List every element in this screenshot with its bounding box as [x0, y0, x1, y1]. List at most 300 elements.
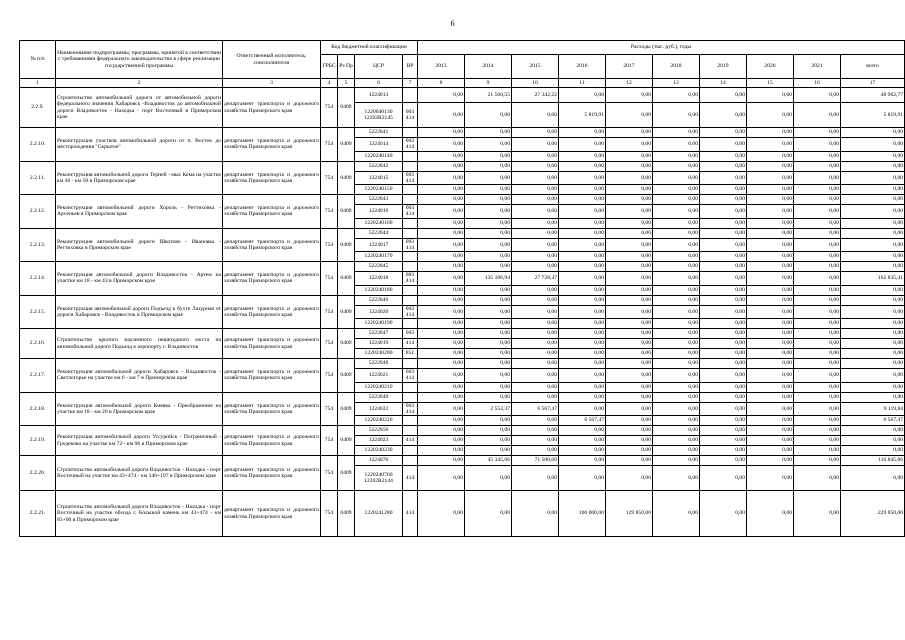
csr-code-line: 12202R2144 [364, 478, 393, 484]
year-value: 0,00 [465, 171, 512, 185]
total-value: 0,00 [841, 339, 905, 349]
year-value: 0,00 [747, 238, 794, 252]
year-value: 0,00 [747, 252, 794, 262]
csr-code-line: 1224015 [368, 174, 389, 181]
rzpr-code: 0409 [338, 295, 355, 329]
year-value: 0,00 [794, 329, 841, 339]
grbs-code: 754 [321, 128, 338, 162]
year-value: 0,00 [747, 228, 794, 238]
project-name: Строительство автомобильной дороги от автомобильной дороги федерального значения Хабаровск -Владивосток до автомобильной дороги Владивосток - Находка - порт Восточный в Приморском крае [56, 88, 223, 128]
year-value: 0,00 [794, 151, 841, 161]
header-year: 2017 [606, 55, 653, 79]
vr-code: 003 414 [403, 103, 418, 128]
year-value: 0,00 [747, 416, 794, 426]
year-value: 0,00 [653, 392, 700, 402]
year-value: 0,00 [559, 466, 606, 491]
year-value: 0,00 [794, 416, 841, 426]
year-value: 0,00 [653, 88, 700, 103]
year-value: 0,00 [747, 369, 794, 383]
vr-code [403, 252, 418, 262]
year-value: 0,00 [418, 218, 465, 228]
vr-code [403, 262, 418, 272]
year-value: 0,00 [794, 369, 841, 383]
total-value: 5 819,91 [841, 103, 905, 128]
year-value: 0,00 [747, 138, 794, 152]
year-value: 0,00 [794, 138, 841, 152]
year-value: 0,00 [418, 359, 465, 369]
year-value: 0,00 [794, 185, 841, 195]
year-value: 0,00 [418, 128, 465, 138]
csr-code-line: 5222847 [368, 330, 389, 337]
year-value: 0,00 [559, 128, 606, 138]
year-value: 0,00 [653, 491, 700, 537]
header-year: 2016 [559, 55, 606, 79]
year-value: 27 342,22 [512, 88, 559, 103]
header-year: 2021 [794, 55, 841, 79]
year-value: 6 567,47 [559, 416, 606, 426]
year-value: 0,00 [700, 103, 747, 128]
total-value: 0,00 [841, 151, 905, 161]
csr-code-line: 5222850 [368, 427, 389, 434]
year-value: 71 500,00 [512, 456, 559, 466]
year-value: 0,00 [700, 369, 747, 383]
grbs-code: 754 [321, 426, 338, 456]
year-value: 0,00 [606, 329, 653, 339]
year-value: 0,00 [794, 446, 841, 456]
csr-code-line: 1224022 [368, 405, 389, 412]
year-value: 0,00 [512, 138, 559, 152]
rzpr-code: 0409 [338, 228, 355, 262]
csr-code [355, 151, 403, 161]
project-name: Реконструкция автомобильной дороги Киевка - Преображение на участке км 18 - км 20 в Приморском крае [56, 392, 223, 426]
year-value: 0,00 [606, 285, 653, 295]
year-value: 0,00 [606, 426, 653, 436]
year-value: 0,00 [418, 252, 465, 262]
rzpr-code: 0409 [338, 88, 355, 128]
grbs-code: 754 [321, 88, 338, 128]
year-value: 0,00 [747, 349, 794, 359]
year-value: 0,00 [747, 171, 794, 185]
year-value: 0,00 [794, 171, 841, 185]
header-year: 2013 [418, 55, 465, 79]
year-value: 0,00 [559, 161, 606, 171]
col-index: 16 [794, 79, 841, 88]
year-value: 0,00 [653, 205, 700, 219]
year-value: 0,00 [559, 295, 606, 305]
year-value: 0,00 [418, 392, 465, 402]
year-value: 0,00 [700, 402, 747, 416]
year-value: 135 106,94 [465, 272, 512, 286]
csr-code-line: 5222849 [368, 393, 389, 400]
col-index: 17 [841, 79, 905, 88]
vr-code: 414 [403, 436, 418, 446]
year-value: 0,00 [794, 456, 841, 466]
csr-code-line: 5222843 [368, 196, 389, 203]
year-value: 0,00 [747, 295, 794, 305]
vr-code [403, 456, 418, 466]
year-value: 0,00 [512, 305, 559, 319]
year-value: 0,00 [747, 491, 794, 537]
year-value: 0,00 [794, 359, 841, 369]
year-value: 0,00 [512, 295, 559, 305]
year-value: 0,00 [512, 161, 559, 171]
year-value: 0,00 [606, 272, 653, 286]
header-vr: ВР [403, 55, 418, 79]
year-value: 0,00 [700, 252, 747, 262]
total-value: 48 902,77 [841, 88, 905, 103]
responsible-executor: департамент транспорта и дорожного хозяйства Приморского края [223, 128, 321, 162]
csr-code [355, 466, 403, 491]
year-value: 0,00 [747, 436, 794, 446]
vr-code [403, 285, 418, 295]
total-value: 0,00 [841, 238, 905, 252]
table-row [20, 329, 905, 339]
table-row [20, 161, 905, 171]
year-value: 0,00 [606, 151, 653, 161]
csr-code [355, 305, 403, 319]
year-value: 0,00 [606, 252, 653, 262]
total-value: 229 850,00 [841, 491, 905, 537]
year-value: 0,00 [512, 218, 559, 228]
vr-code: 414 [403, 339, 418, 349]
year-value: 0,00 [512, 382, 559, 392]
year-value: 0,00 [700, 151, 747, 161]
year-value: 0,00 [418, 238, 465, 252]
year-value: 0,00 [747, 426, 794, 436]
col-index: 1 [20, 79, 56, 88]
year-value: 0,00 [512, 151, 559, 161]
table-row [20, 295, 905, 305]
year-value: 0,00 [700, 185, 747, 195]
csr-code-line: 1224016 [368, 208, 389, 215]
row-number: 2.2.19. [20, 426, 56, 456]
year-value: 0,00 [653, 262, 700, 272]
csr-code [355, 369, 403, 383]
total-value: 0,00 [841, 349, 905, 359]
total-value: 0,00 [841, 171, 905, 185]
year-value: 0,00 [794, 285, 841, 295]
row-number: 2.2.13. [20, 228, 56, 262]
col-index: 8 [418, 79, 465, 88]
vr-code [403, 88, 418, 103]
year-value: 0,00 [794, 228, 841, 238]
year-value: 0,00 [794, 426, 841, 436]
csr-code [355, 295, 403, 305]
csr-code-line: 1224020 [368, 308, 389, 315]
year-value: 0,00 [653, 171, 700, 185]
vr-code [403, 161, 418, 171]
year-value: 0,00 [606, 369, 653, 383]
year-value: 0,00 [700, 329, 747, 339]
csr-code-line: 1224076 [368, 457, 389, 464]
year-value: 0,00 [653, 285, 700, 295]
year-value: 0,00 [418, 138, 465, 152]
year-value: 100 000,00 [559, 491, 606, 537]
year-value: 0,00 [418, 171, 465, 185]
year-value: 0,00 [653, 103, 700, 128]
year-value: 0,00 [700, 382, 747, 392]
csr-code-line: 1220240220 [364, 417, 393, 424]
year-value: 0,00 [559, 436, 606, 446]
year-value: 0,00 [794, 436, 841, 446]
vr-code: 003 414 [403, 402, 418, 416]
year-value: 0,00 [606, 349, 653, 359]
year-value: 0,00 [512, 349, 559, 359]
year-value: 0,00 [559, 349, 606, 359]
year-value: 0,00 [794, 295, 841, 305]
csr-code-line: 1224021 [368, 372, 389, 379]
csr-code-line: 5222841 [368, 129, 389, 136]
year-value: 0,00 [653, 218, 700, 228]
year-value: 0,00 [418, 436, 465, 446]
year-value: 0,00 [465, 228, 512, 238]
total-value: 0,00 [841, 185, 905, 195]
total-value: 0,00 [841, 382, 905, 392]
vr-code: 003 414 [403, 205, 418, 219]
year-value: 0,00 [465, 436, 512, 446]
year-value: 0,00 [747, 359, 794, 369]
total-value: 0,00 [841, 161, 905, 171]
year-value: 0,00 [465, 205, 512, 219]
year-value: 0,00 [512, 128, 559, 138]
total-value: 0,00 [841, 252, 905, 262]
col-index: 4 [321, 79, 338, 88]
year-value: 0,00 [512, 491, 559, 537]
year-value: 0,00 [700, 446, 747, 456]
year-value: 0,00 [794, 88, 841, 103]
csr-code [355, 349, 403, 359]
year-value: 0,00 [606, 359, 653, 369]
year-value: 0,00 [606, 238, 653, 252]
table-row [20, 128, 905, 138]
year-value: 0,00 [794, 252, 841, 262]
year-value: 0,00 [559, 138, 606, 152]
total-value: 0,00 [841, 446, 905, 456]
year-value: 0,00 [747, 446, 794, 456]
responsible-executor: департамент транспорта и дорожного хозяйства Приморского края [223, 491, 321, 537]
total-value: 0,00 [841, 369, 905, 383]
year-value: 0,00 [465, 103, 512, 128]
year-value: 0,00 [747, 103, 794, 128]
row-number: 2.2.18. [20, 392, 56, 426]
year-value: 0,00 [512, 205, 559, 219]
total-value: 116 845,06 [841, 456, 905, 466]
csr-code-line: 1220240210 [364, 383, 393, 390]
header-num: № п/п [20, 41, 56, 79]
year-value: 0,00 [512, 185, 559, 195]
year-value: 0,00 [747, 128, 794, 138]
csr-code-line: 1224019 [368, 340, 389, 347]
year-value: 0,00 [512, 228, 559, 238]
grbs-code: 754 [321, 456, 338, 491]
grbs-code: 754 [321, 262, 338, 296]
year-value: 21 560,55 [465, 88, 512, 103]
year-value: 0,00 [465, 446, 512, 456]
year-value: 0,00 [559, 305, 606, 319]
total-value: 0,00 [841, 305, 905, 319]
year-value: 0,00 [700, 161, 747, 171]
year-value: 0,00 [747, 402, 794, 416]
total-value: 0,00 [841, 285, 905, 295]
row-number: 2.2.20. [20, 456, 56, 491]
row-number: 2.2.21. [20, 491, 56, 537]
year-value: 0,00 [418, 185, 465, 195]
vr-code: 851 [403, 349, 418, 359]
year-value: 0,00 [512, 446, 559, 456]
csr-code-line: 1224018 [368, 275, 389, 282]
header-expenses: Расходы (тыс. руб.), годы [418, 41, 905, 55]
total-value: 0,00 [841, 329, 905, 339]
csr-code [355, 128, 403, 138]
year-value: 0,00 [418, 416, 465, 426]
year-value: 0,00 [700, 305, 747, 319]
year-value: 0,00 [559, 392, 606, 402]
responsible-executor: департамент транспорта и дорожного хозяйства Приморского края [223, 392, 321, 426]
total-value: 0,00 [841, 436, 905, 446]
year-value: 0,00 [559, 402, 606, 416]
year-value: 0,00 [465, 329, 512, 339]
year-value: 0,00 [794, 262, 841, 272]
year-value: 0,00 [465, 305, 512, 319]
vr-code: 003 414 [403, 272, 418, 286]
page-number: 6 [450, 19, 455, 28]
year-value: 0,00 [747, 218, 794, 228]
year-value: 0,00 [794, 319, 841, 329]
vr-code [403, 319, 418, 329]
csr-code-line: 5222844 [368, 229, 389, 236]
year-value: 0,00 [512, 252, 559, 262]
year-value: 0,00 [606, 339, 653, 349]
table-row [20, 195, 905, 205]
vr-code [403, 426, 418, 436]
vr-code [403, 151, 418, 161]
year-value: 0,00 [559, 369, 606, 383]
row-number: 2.2.11. [20, 161, 56, 195]
csr-code [355, 446, 403, 456]
year-value: 0,00 [606, 456, 653, 466]
header-rzpr: Рз Пр [338, 55, 355, 79]
year-value: 0,00 [794, 205, 841, 219]
year-value: 0,00 [747, 456, 794, 466]
header-year: 2015 [512, 55, 559, 79]
year-value: 0,00 [512, 238, 559, 252]
year-value: 0,00 [653, 238, 700, 252]
csr-code [355, 88, 403, 103]
csr-code-line: 1220240760 [364, 471, 393, 478]
csr-code-line: 1220240170 [364, 253, 393, 260]
year-value: 0,00 [465, 339, 512, 349]
vr-code [403, 195, 418, 205]
vr-code [403, 382, 418, 392]
table-row [20, 426, 905, 436]
year-value: 0,00 [700, 228, 747, 238]
col-index: 7 [403, 79, 418, 88]
year-value: 0,00 [747, 382, 794, 392]
csr-code-line: 1224014 [368, 141, 389, 148]
grbs-code: 754 [321, 392, 338, 426]
responsible-executor: департамент транспорта и дорожного хозяйства Приморского края [223, 295, 321, 329]
year-value: 0,00 [794, 161, 841, 171]
year-value: 0,00 [700, 272, 747, 286]
year-value: 0,00 [747, 151, 794, 161]
col-index: 3 [223, 79, 321, 88]
year-value: 0,00 [418, 491, 465, 537]
csr-code-line: 1224013 [368, 91, 389, 98]
year-value: 0,00 [418, 228, 465, 238]
year-value: 0,00 [653, 329, 700, 339]
year-value: 0,00 [606, 128, 653, 138]
year-value: 0,00 [653, 272, 700, 286]
year-value: 0,00 [465, 392, 512, 402]
year-value: 0,00 [747, 262, 794, 272]
year-value: 0,00 [465, 185, 512, 195]
year-value: 0,00 [418, 205, 465, 219]
year-value: 2 552,37 [465, 402, 512, 416]
year-value: 0,00 [747, 339, 794, 349]
vr-code: 003 414 [403, 138, 418, 152]
year-value: 0,00 [512, 426, 559, 436]
col-index: 14 [700, 79, 747, 88]
rzpr-code: 0409 [338, 359, 355, 393]
header-year: 2020 [747, 55, 794, 79]
year-value: 0,00 [512, 436, 559, 446]
table-row [20, 392, 905, 402]
year-value: 0,00 [512, 416, 559, 426]
project-name: Строительство крытого надземного пешеходного моста на автомобильной дороге Подъезд к аэропорту г. Владивосток [56, 329, 223, 359]
total-value: 0,00 [841, 128, 905, 138]
table-row [20, 359, 905, 369]
year-value: 0,00 [653, 382, 700, 392]
year-value: 0,00 [653, 456, 700, 466]
total-value: 9 119,84 [841, 402, 905, 416]
year-value: 0,00 [700, 456, 747, 466]
project-name: Строительство автомобильной дороги Владивосток - Находка - порт Восточный на участке обхода г. Большой камень км 43+474 - км 83+00 в Приморском крае [56, 491, 223, 537]
year-value: 0,00 [700, 171, 747, 185]
year-value: 0,00 [418, 382, 465, 392]
year-value: 0,00 [465, 161, 512, 171]
year-value: 0,00 [418, 402, 465, 416]
grbs-code: 754 [321, 329, 338, 359]
csr-code-line: 1220040130 [364, 108, 393, 115]
year-value: 0,00 [653, 369, 700, 383]
csr-code-line: 5222845 [368, 263, 389, 270]
year-value: 0,00 [418, 446, 465, 456]
csr-code [355, 392, 403, 402]
csr-code-line: 12202R2145 [364, 115, 393, 121]
vr-code [403, 128, 418, 138]
year-value: 0,00 [653, 416, 700, 426]
year-value: 0,00 [418, 349, 465, 359]
year-value: 0,00 [418, 369, 465, 383]
year-value: 0,00 [418, 151, 465, 161]
year-value: 0,00 [559, 252, 606, 262]
year-value: 0,00 [653, 349, 700, 359]
year-value: 0,00 [559, 88, 606, 103]
year-value: 0,00 [512, 369, 559, 383]
year-value: 0,00 [465, 426, 512, 436]
year-value: 0,00 [700, 295, 747, 305]
project-name: Реконструкция автомобильной дороги Терней - мыс Кема на участке км 40 - км 50 в Приморском крае [56, 161, 223, 195]
year-value: 0,00 [653, 195, 700, 205]
year-value: 0,00 [606, 205, 653, 219]
year-value: 0,00 [794, 491, 841, 537]
year-value: 0,00 [794, 272, 841, 286]
year-value: 0,00 [606, 228, 653, 238]
year-value: 0,00 [747, 466, 794, 491]
year-value: 0,00 [559, 339, 606, 349]
year-value: 0,00 [465, 138, 512, 152]
year-value: 0,00 [606, 171, 653, 185]
